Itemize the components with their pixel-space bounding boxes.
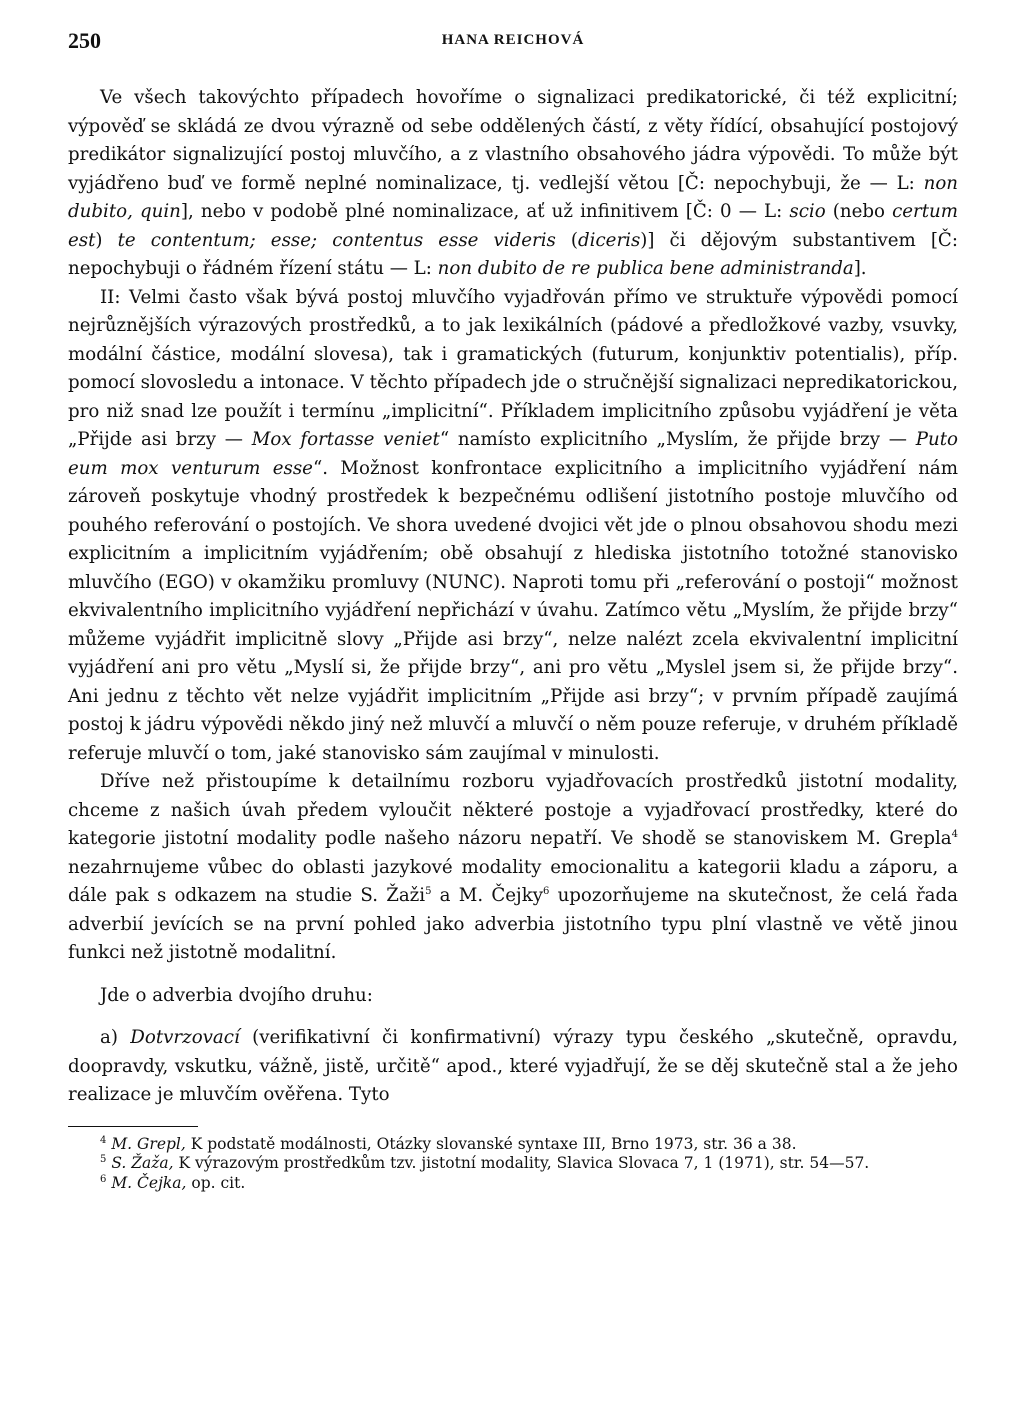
text: ], nebo v podobě plné nominalizace, ať už infinitivem [Č: 0 — L:	[180, 201, 790, 222]
footnote-4	[68, 1135, 958, 1155]
text: Dříve než přistoupíme k detailnímu rozboru vyjadřovacích prostředků jistotní modality, chceme z našich úvah předem vyloučit některé postoje a vyjadřovací prostředky, které do kategorie jistotní modality podle našeho názoru nepatří. Ve shodě se stanoviskem M. Grepla	[68, 771, 958, 849]
footnote-number: 6	[100, 1173, 107, 1185]
text: (	[555, 229, 579, 251]
footnote-text: op. cit.	[186, 1173, 246, 1192]
text: Ve všech takovýchto případech hovoříme o signalizaci predikatorické, či též explicitní; výpověď se skládá ze dvou výrazně od sebe oddělených částí, z věty řídící, obsahující postojový predikátor signalizující postoj mluvčího, a z vlastního obsahového jádra výpovědi. To může být vyjádřeno buď ve formě neplné nominalizace, tj. vedlejší větou [Č: nepochybuji, že — L:	[68, 87, 958, 194]
text: )] či dějovým substantivem [Č: nepochybuji o řádném řízení státu — L:	[68, 229, 958, 279]
latin-text: certum est	[68, 201, 958, 251]
footnote-number: 5	[100, 1153, 107, 1165]
footnote-author: M. Čejka,	[111, 1173, 187, 1192]
term-text: Dotvrzovací	[130, 1027, 240, 1048]
latin-text: non dubito de re publica bene administranda	[437, 258, 854, 279]
latin-text: scio	[789, 201, 826, 222]
footnote-author: M. Grepl,	[111, 1134, 186, 1153]
footnote-author: S. Žaža,	[111, 1154, 174, 1172]
footnote-ref[interactable]: 5	[425, 885, 432, 897]
paragraph-3	[68, 768, 958, 968]
footnote-divider	[68, 1126, 198, 1127]
text: a M. Čejky	[431, 885, 543, 906]
latin-text: non dubito, quin	[68, 172, 958, 222]
text: (verifikativní či konfirmativní) výrazy typu českého „skutečně, opravdu, doopravdy, vskutku, vážně, jistě, určitě“ apod., které vyjadřují, že se děj skutečně stal a že jeho realizace je mluvčím ověřena. Tyto	[68, 1027, 958, 1105]
text: “. Možnost konfrontace explicitního a implicitního vyjádření nám zároveň poskytuje vhodný prostředek k bezpečnému odlišení jistotního postoje mluvčího od pouhého referování o postojích. Ve shora uvedené dvojici vět jde o plnou obsahovou shodu mezi explicitním a implicitním vyjádřením; obě obsahují z hlediska jistotního totožné stanovisko mluvčího (EGO) v okamžiku promluvy (NUNC). Naproti tomu při „referování o postoji“ možnost ekvivalentního implicitního vyjádření nepřichází v úvahu. Zatímco větu „Myslím, že přijde brzy“ můžeme vyjádřit implicitně slovy „Přijde asi brzy“, nelze nalézt zcela ekvivalentní implicitní vyjádření ani pro větu „Myslí si, že přijde brzy“, ani pro větu „Myslel jsem si, že přijde brzy“. Ani jednu z těchto vět nelze vyjádřit implicitním „Přijde asi brzy“; v prvním případě zaujímá postoj k jádru výpovědi někdo jiný než mluvčí a mluvčí o něm pouze referuje, v druhém příkladě referuje mluvčí o tom, jaké stanovisko sám zaujímal v minulosti.	[68, 457, 958, 764]
text: “ namísto explicitního „Myslím, že přijde brzy —	[439, 429, 916, 450]
footnote-number: 4	[100, 1134, 107, 1146]
text: nezahrnujeme vůbec do oblasti jazykové modality emocionalitu a kategorii kladu a záporu, a dále pak s odkazem na studie S. Žaži	[68, 856, 958, 906]
footnote-ref[interactable]: 6	[542, 885, 550, 897]
latin-text: Puto eum mox venturum esse	[68, 429, 958, 479]
text: upozorňujeme na skutečnost, že celá řada adverbií jevících se na první pohled jako adverbia jistotního typu plní vlastně ve větě jinou funkci než jistotně modalitní.	[68, 885, 958, 963]
text: II: Velmi často však bývá postoj mluvčího vyjadřován přímo ve struktuře výpovědi pomocí nejrůznějších výrazových prostředků, a to jak lexikálních (pádové a předložkové vazby, vsuvky, modální částice, modální slovesa), tak i gramatických (futurum, konjunktiv potentialis), příp. pomocí slovosledu a intonace. V těchto případech jde o stručnější signalizaci nepredikatorickou, pro niž snad lze použít i termínu „implicitní“. Příkladem implicitního způsobu vyjádření je věta „Přijde asi brzy —	[68, 286, 958, 450]
text: (nebo	[825, 201, 893, 222]
list-item-a	[68, 1024, 958, 1110]
latin-text: Mox fortasse veniet	[251, 429, 440, 450]
footnote-ref[interactable]: 4	[951, 828, 958, 840]
latin-text: te contentum; esse; contentus esse videris	[117, 229, 556, 251]
page-header	[68, 28, 958, 58]
latin-text: diceris	[578, 229, 641, 251]
footnote-text: K podstatě modálnosti, Otázky slovanské syntaxe III, Brno 1973, str. 36 a 38.	[185, 1134, 797, 1153]
text: )	[95, 229, 118, 251]
page-number: 250	[68, 28, 101, 53]
text: a)	[100, 1027, 131, 1048]
footnote-5	[68, 1154, 958, 1174]
paragraph-2	[68, 284, 958, 769]
footnote-text: K výrazovým prostředkům tzv. jistotní modality, Slavica Slovaca 7, 1 (1971), str. 54—57.	[173, 1154, 870, 1172]
running-head: HANA REICHOVÁ	[441, 32, 585, 48]
footnote-6	[68, 1174, 958, 1194]
article-body	[68, 84, 958, 1193]
paragraph-1	[68, 84, 958, 284]
text: ].	[853, 258, 867, 279]
list-intro: Jde o adverbia dvojího druhu:	[100, 984, 373, 1006]
